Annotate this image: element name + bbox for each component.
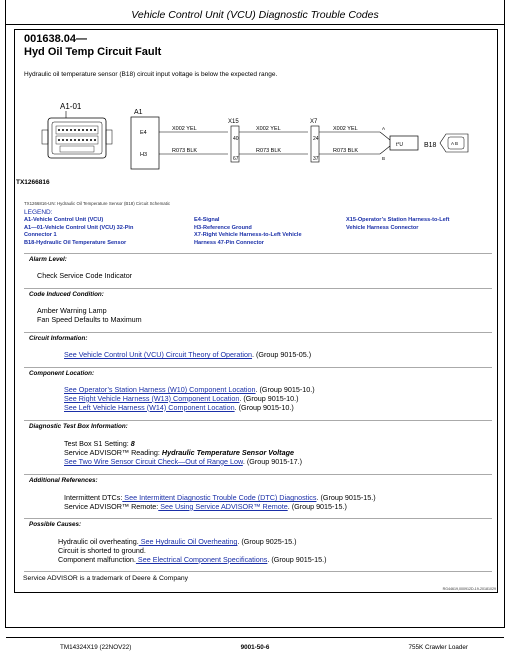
- legend-col-3: X15-Operator’s Station Harness-to-Left Vehicle Harness Connector: [346, 217, 450, 231]
- intermittent-dtc-link[interactable]: See Intermittent Diagnostic Trouble Code (DTC) Diagnostics: [122, 493, 317, 502]
- svg-text:37: 37: [313, 156, 319, 162]
- sensor-check-link[interactable]: See Two Wire Sensor Circuit Check—Out of Range Low: [64, 456, 243, 466]
- wire-label: X002 YEL: [172, 126, 197, 132]
- schematic-caption: TX1266816-UN: Hydraulic Oil Temperature Sensor (B18) Circuit Schematic: [24, 201, 171, 206]
- footer-page-number: 9001-50-6: [240, 644, 270, 651]
- footer-rule: [6, 637, 504, 638]
- advisor-remote-link[interactable]: See Using Service ADVISOR™ Remote: [158, 501, 288, 511]
- label-a1-01: A1-01: [60, 102, 82, 111]
- alarm-text: Check Service Code Indicator: [37, 271, 133, 280]
- svg-text:24: 24: [313, 136, 319, 142]
- section-heading: Circuit Information:: [29, 335, 88, 342]
- circuit-theory-link[interactable]: See Vehicle Control Unit (VCU) Circuit Theory of Operation: [64, 350, 253, 359]
- header-rule: [6, 24, 504, 25]
- component-location-link[interactable]: See Operator’s Station Harness (W10) Component Location: [64, 385, 256, 394]
- wire-label: X002 YEL: [256, 126, 281, 132]
- section-heading: Code Induced Condition:: [29, 291, 104, 298]
- svg-text:40: 40: [233, 136, 239, 142]
- label-b18: B18: [424, 142, 437, 149]
- component-specs-link[interactable]: See Electrical Component Specifications: [135, 554, 268, 564]
- trademark-note: Service ADVISOR is a trademark of Deere & Company: [23, 575, 189, 582]
- label-x15: X15: [228, 119, 239, 125]
- svg-text:t°U: t°U: [396, 142, 403, 148]
- pin-e4: E4: [140, 130, 147, 136]
- vcu-box: [131, 117, 159, 169]
- document-reference: RG44619,000912D-19-20181029: [442, 587, 496, 591]
- sensor-b18: [390, 136, 418, 150]
- svg-text:A: A: [382, 126, 386, 131]
- vcu-connector-icon: [42, 118, 112, 158]
- section-heading: Additional References:: [29, 477, 98, 484]
- oil-overheating-link[interactable]: See Hydraulic Oil Overheating: [138, 537, 238, 546]
- schematic-id: TX1266816: [16, 179, 50, 186]
- wire-label: X002 YEL: [333, 126, 358, 132]
- condition-line: Amber Warning Lamp: [37, 306, 107, 315]
- dtc-title: Hyd Oil Temp Circuit Fault: [24, 46, 162, 58]
- section-heading: Alarm Level:: [29, 256, 67, 263]
- legend-col-1: A1-Vehicle Control Unit (VCU) A1—01-Vehicle Control Unit (VCU) 32-Pin Connector 1 B18-Hydraulic Oil Temperature Sensor: [24, 217, 134, 246]
- svg-text:B: B: [382, 156, 386, 161]
- wire-label: R073 BLK: [256, 148, 282, 154]
- svg-text:67: 67: [233, 156, 239, 162]
- label-a1: A1: [134, 109, 143, 116]
- section-heading: Component Location:: [29, 370, 95, 377]
- condition-line: Fan Speed Defaults to Maximum: [37, 314, 142, 324]
- page-header: Vehicle Control Unit (VCU) Diagnostic Trouble Codes: [131, 9, 379, 21]
- testbox-reading: Hydraulic Temperature Sensor Voltage: [161, 447, 294, 457]
- label-x7: X7: [310, 119, 318, 125]
- footer-machine: 755K Crawler Loader: [408, 644, 468, 651]
- dtc-code: 001638.04—: [24, 33, 87, 45]
- svg-text:A B: A B: [451, 141, 459, 146]
- wire-label: R073 BLK: [172, 148, 198, 154]
- component-location-link[interactable]: See Right Vehicle Harness (W13) Component Location: [64, 393, 240, 403]
- section-heading: Possible Causes:: [29, 521, 82, 528]
- legend-col-2: E4-Signal H3-Reference Ground X7-Right Vehicle Harness-to-Left Vehicle Harness 47-Pin Connector: [194, 217, 302, 246]
- section-heading: Diagnostic Test Box Information:: [29, 423, 128, 430]
- cause-line: Circuit is shorted to ground.: [58, 545, 146, 555]
- testbox-setting: 8: [130, 439, 135, 448]
- footer-manual-id: TM14324X19 (22NOV22): [60, 644, 132, 651]
- pin-h3: H3: [140, 152, 148, 158]
- dtc-description: Hydraulic oil temperature sensor (B18) circuit input voltage is below the expected range.: [24, 71, 278, 78]
- component-location-link[interactable]: See Left Vehicle Harness (W14) Component Location: [64, 402, 235, 412]
- circuit-schematic: [16, 102, 498, 196]
- wire-label: R073 BLK: [333, 148, 359, 154]
- legend-title: LEGEND:: [24, 209, 53, 216]
- sensor-connector-icon: [440, 134, 468, 152]
